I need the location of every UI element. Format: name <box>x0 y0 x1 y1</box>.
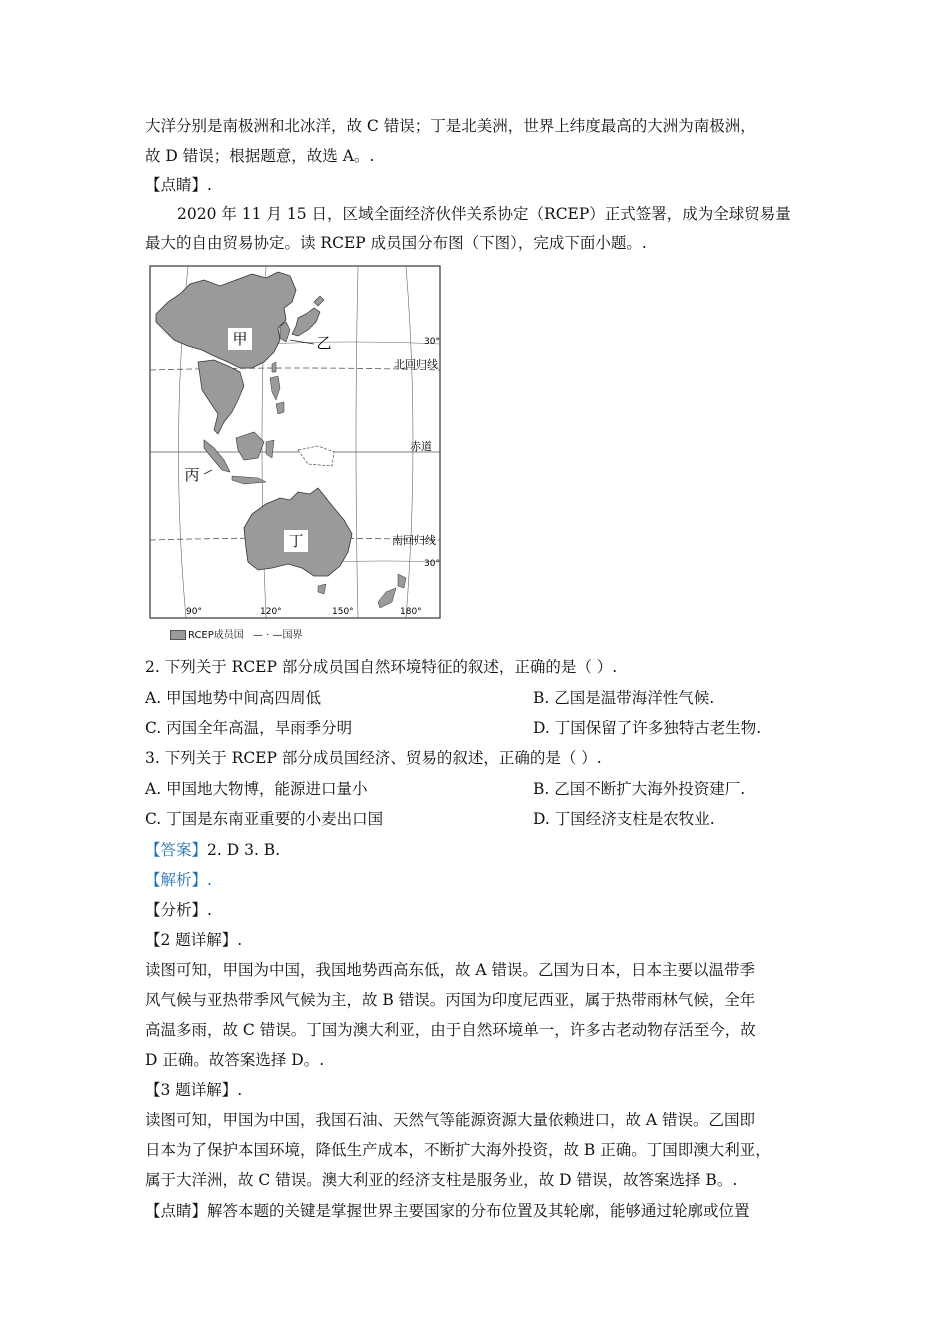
q2-detail-heading: 【2 题详解】. <box>145 931 243 949</box>
answer-text: 2. D 3. B. <box>207 841 281 859</box>
lon-90: 90° <box>186 607 202 617</box>
lon-120: 120° <box>260 607 282 617</box>
lat-tropic-n: 北回归线 <box>394 358 438 371</box>
q3-stem: 3. 下列关于 RCEP 部分成员国经济、贸易的叙述，正确的是（ ）. <box>145 749 602 767</box>
legend-member-swatch <box>170 630 186 640</box>
map-legend <box>170 626 303 641</box>
lat-30n: 30° <box>424 337 440 347</box>
q2-stem: 2. 下列关于 RCEP 部分成员国自然环境特征的叙述，正确的是（ ）. <box>145 658 618 676</box>
intro-dianjing: 【点睛】. <box>145 176 212 194</box>
lat-30s: 30° <box>424 559 440 569</box>
lat-equator: 赤道 <box>410 440 432 453</box>
q3-option-a: A. 甲国地大物博，能源进口量小 <box>145 780 368 798</box>
q3-detail-line-2: 日本为了保护本国环境，降低生产成本，不断扩大海外投资，故 B 正确。丁国即澳大利亚， <box>145 1141 771 1159</box>
answer-line <box>145 840 280 860</box>
q3-detail-heading: 【3 题详解】. <box>145 1081 243 1099</box>
q2-detail-line-2: 风气候与亚热带季风气候为主，故 B 错误。丙国为印度尼西亚，属于热带雨林气候，全年 <box>145 991 756 1009</box>
q3-detail-line-1: 读图可知，甲国为中国，我国石油、天然气等能源资源大量依赖进口，故 A 错误。乙国即 <box>145 1111 756 1129</box>
q3-option-b: B. 乙国不断扩大海外投资建厂. <box>533 780 746 798</box>
q3-option-d: D. 丁国经济支柱是农牧业. <box>533 810 715 828</box>
q2-detail-line-3: 高温多雨，故 C 错误。丁国为澳大利亚，由于自然环境单一，许多古老动物存活至今，故 <box>145 1021 756 1039</box>
q3-detail-line-3: 属于大洋洲，故 C 错误。澳大利亚的经济支柱是服务业，故 D 错误，故答案选择 B。. <box>145 1171 738 1189</box>
jiexi-heading: 【解析】. <box>145 871 212 889</box>
q2-option-a: A. 甲国地势中间高四周低 <box>145 689 322 707</box>
dianjing-line: 【点睛】解答本题的关键是掌握世界主要国家的分布位置及其轮廓，能够通过轮廓或位置 <box>145 1202 750 1220</box>
lon-150: 150° <box>332 607 354 617</box>
label-yi: 乙 <box>316 334 332 352</box>
rcep-map <box>148 262 444 624</box>
legend-border-label: 国界 <box>282 630 303 641</box>
passage-line-2: 最大的自由贸易协定。读 RCEP 成员国分布图（下图），完成下面小题。. <box>145 234 647 252</box>
lat-tropic-s: 南回归线 <box>392 534 436 547</box>
q2-option-d: D. 丁国保留了许多独特古老生物. <box>533 719 762 737</box>
q2-option-c: C. 丙国全年高温，旱雨季分明 <box>145 719 353 737</box>
intro-line-2: 故 D 错误；根据题意，故选 A。. <box>145 147 375 165</box>
passage-line-1: 2020 年 11 月 15 日，区域全面经济伙伴关系协定（RCEP）正式签署，成为全球贸易量 <box>177 205 791 223</box>
q2-detail-line-4: D 正确。故答案选择 D。. <box>145 1051 325 1069</box>
label-ding: 丁 <box>288 532 304 550</box>
label-bing: 丙 <box>184 466 200 484</box>
q2-option-b: B. 乙国是温带海洋性气候. <box>533 689 715 707</box>
fenxi-heading: 【分析】. <box>145 901 212 919</box>
label-jia: 甲 <box>232 330 248 348</box>
legend-member-label: RCEP成员国 <box>188 630 244 641</box>
q3-option-c: C. 丁国是东南亚重要的小麦出口国 <box>145 810 384 828</box>
q2-detail-line-1: 读图可知，甲国为中国，我国地势西高东低，故 A 错误。乙国为日本，日本主要以温带季 <box>145 961 756 979</box>
lon-180: 180° <box>400 607 422 617</box>
answer-label: 【答案】 <box>145 841 208 859</box>
intro-line-1: 大洋分别是南极洲和北冰洋，故 C 错误；丁是北美洲，世界上纬度最高的大洲为南极洲， <box>145 117 756 135</box>
legend-border-icon: — · — <box>252 630 283 641</box>
